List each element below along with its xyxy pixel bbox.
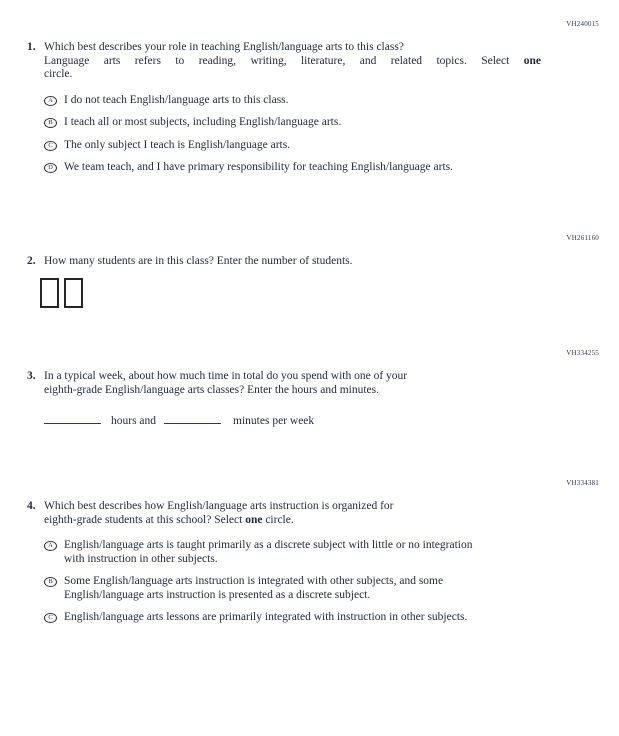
- question-2-number: 2.: [27, 255, 36, 267]
- student-count-entry: [0, 278, 619, 316]
- question-2-code: VH261160: [566, 234, 599, 242]
- option-b-label: [64, 575, 443, 602]
- question-1-number: 1.: [27, 41, 36, 53]
- question-1-section: [0, 20, 619, 184]
- question-3-number: 3.: [27, 370, 36, 382]
- minutes-label: minutes per week: [233, 415, 315, 427]
- question-4-section: [0, 479, 619, 634]
- option-c-line1: English/language arts lessons are primarily integrated with instruction in other subjects.: [64, 611, 468, 623]
- question-1-option-b: [44, 116, 592, 130]
- answer-bubble-b[interactable]: B: [44, 118, 57, 128]
- question-4-line2-pre: eighth-grade students at this school? Select: [44, 513, 246, 526]
- answer-bubble-b[interactable]: B: [44, 577, 57, 587]
- option-b-line1: Some English/language arts instruction is integrated with other subjects, and some: [64, 575, 444, 587]
- hours-label: hours and: [111, 415, 157, 427]
- question-4-code: VH334381: [566, 479, 599, 487]
- option-c-label: [64, 611, 467, 625]
- question-3-section: [0, 349, 619, 429]
- option-a-label: I do not teach English/language arts to this class.: [64, 93, 289, 106]
- answer-bubble-c[interactable]: C: [44, 141, 57, 151]
- question-3-text: [44, 370, 592, 397]
- question-4-options: [44, 539, 592, 625]
- question-1-line2-pre: Language arts refers to reading, writing, literature, and related topics. Select: [44, 54, 524, 67]
- question-2-section: [0, 234, 619, 315]
- question-3-code: VH334255: [566, 349, 599, 357]
- hours-blank[interactable]: [44, 411, 101, 424]
- option-b-label: I teach all or most subjects, including English/language arts.: [64, 116, 342, 128]
- question-1-line2: [44, 55, 541, 69]
- option-c-label: The only subject I teach is English/language arts.: [64, 138, 291, 151]
- question-2: [0, 255, 619, 269]
- question-1-line3: circle.: [44, 68, 73, 80]
- question-3-line2: eighth-grade English/language arts classes? Enter the hours and minutes.: [44, 383, 379, 396]
- time-entry-row: [0, 411, 619, 429]
- question-4-number: 4.: [27, 500, 36, 512]
- question-1-text: [44, 41, 592, 184]
- question-1-code: VH240015: [566, 20, 599, 28]
- question-4-line2-post: circle.: [262, 513, 294, 526]
- minutes-blank[interactable]: [164, 411, 221, 424]
- answer-bubble-c[interactable]: C: [44, 613, 57, 623]
- question-4-line2-bold: one: [245, 513, 263, 526]
- question-4-text: [44, 500, 592, 634]
- question-4-line2: [44, 514, 592, 528]
- student-count-digit-box-2[interactable]: [64, 278, 83, 308]
- question-4: [0, 500, 619, 634]
- question-4-option-c: [44, 611, 592, 625]
- option-a-line2: with instruction in other subjects.: [64, 552, 218, 565]
- question-1-option-a: [44, 94, 592, 108]
- question-1-options: [44, 94, 592, 175]
- option-d-label: We team teach, and I have primary responsibility for teaching English/language arts.: [64, 161, 453, 173]
- question-2-text: [44, 255, 592, 269]
- answer-bubble-d[interactable]: D: [44, 163, 57, 173]
- question-1-option-c: [44, 139, 592, 153]
- question-1-option-d: [44, 161, 592, 175]
- answer-bubble-a[interactable]: A: [44, 96, 57, 106]
- question-2-line1: How many students are in this class? Enter the number of students.: [44, 255, 353, 267]
- question-1: [0, 41, 619, 184]
- question-4-line1: Which best describes how English/language arts instruction is organized for: [44, 500, 394, 512]
- question-1-line1: Which best describes your role in teaching English/language arts to this class?: [44, 41, 404, 53]
- option-a-line1: English/language arts is taught primarily as a discrete subject with little or no integration: [64, 539, 473, 551]
- question-3-line1: In a typical week, about how much time in total do you spend with one of your: [44, 370, 408, 382]
- question-4-option-b: [44, 575, 592, 602]
- option-b-line2: English/language arts instruction is presented as a discrete subject.: [64, 588, 371, 601]
- question-4-option-a: [44, 539, 592, 566]
- question-1-line2-bold: one: [523, 54, 541, 67]
- answer-bubble-a[interactable]: A: [44, 541, 57, 551]
- question-3: [0, 370, 619, 397]
- student-count-digit-box-1[interactable]: [40, 278, 59, 308]
- option-a-label: [64, 539, 472, 566]
